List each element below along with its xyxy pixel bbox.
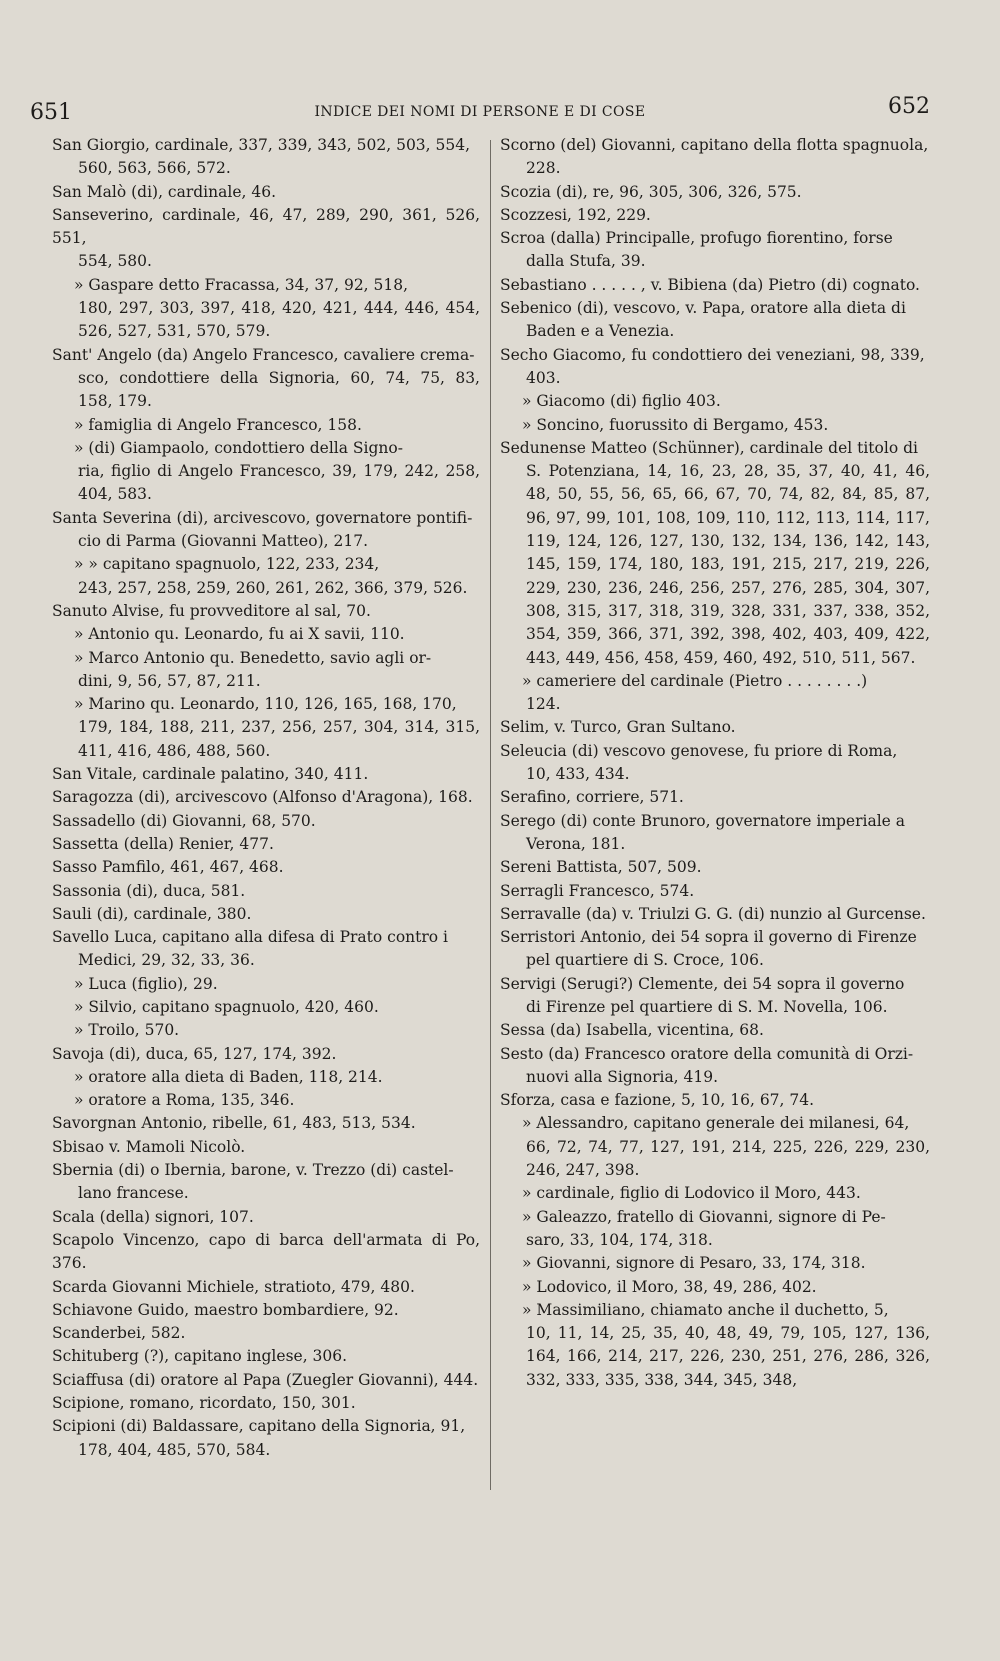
entry-heading: Scarda Giovanni Michiele, stratioto, 479, 480.	[52, 1277, 415, 1296]
entry-continuation: 10, 11, 14, 25, 35, 40, 48, 49, 79, 105, 127, 136, 164, 166, 214, 217, 226, 230, 251, 276, 286, 326, 332, 333, 335, 338, 344, 345, 348,	[526, 1324, 930, 1389]
index-entry	[500, 1206, 930, 1253]
index-entry	[52, 204, 480, 274]
index-entry	[52, 763, 480, 786]
entry-continuation: saro, 33, 104, 174, 318.	[526, 1230, 713, 1249]
entry-heading: Scanderbei, 582.	[52, 1324, 186, 1343]
index-entry	[52, 1019, 480, 1042]
index-entry	[52, 1229, 480, 1276]
index-entry	[500, 390, 930, 413]
entry-heading: » Antonio qu. Leonardo, fu ai X savii, 110.	[74, 625, 405, 644]
entry-heading: Scipioni (di) Baldassare, capitano della Signoria, 91,	[52, 1417, 466, 1436]
index-entry	[500, 856, 930, 879]
entry-heading: Sbisao v. Mamoli Nicolò.	[52, 1137, 246, 1156]
entry-heading: Sessa (da) Isabella, vicentina, 68.	[500, 1021, 764, 1040]
index-entry	[500, 1182, 930, 1205]
entry-continuation: 66, 72, 74, 77, 127, 191, 214, 225, 226, 229, 230, 246, 247, 398.	[526, 1137, 930, 1180]
entry-heading: Sassetta (della) Renier, 477.	[52, 834, 274, 853]
index-entry	[52, 973, 480, 996]
index-entry	[52, 181, 480, 204]
index-entry	[52, 926, 480, 973]
entry-heading: Sant' Angelo (da) Angelo Francesco, cavaliere crema-	[52, 345, 475, 364]
entry-heading: Santa Severina (di), arcivescovo, governatore pontifi-	[52, 508, 473, 527]
entry-heading: Serristori Antonio, dei 54 sopra il governo di Firenze	[500, 928, 917, 947]
entry-heading: » Silvio, capitano spagnuolo, 420, 460.	[74, 997, 379, 1016]
entry-heading: Serego (di) conte Brunoro, governatore imperiale a	[500, 811, 906, 830]
index-entry	[500, 204, 930, 227]
index-entry	[500, 181, 930, 204]
page-number-right: 652	[888, 94, 930, 119]
entry-continuation: 554, 580.	[78, 252, 152, 271]
index-entry	[500, 437, 930, 670]
entry-heading: Schiavone Guido, maestro bombardiere, 92.	[52, 1300, 399, 1319]
entry-heading: Scozzesi, 192, 229.	[500, 205, 651, 224]
entry-continuation: nuovi alla Signoria, 419.	[526, 1067, 719, 1086]
entry-continuation: lano francese.	[78, 1184, 189, 1203]
index-entry	[500, 740, 930, 787]
entry-heading: » Giacomo (di) figlio 403.	[522, 392, 721, 411]
index-entry	[500, 1043, 930, 1090]
entry-continuation: sco, condottiere della Signoria, 60, 74, 75, 83, 158, 179.	[78, 368, 480, 411]
entry-heading: Sciaffusa (di) oratore al Papa (Zuegler Giovanni), 444.	[52, 1370, 479, 1389]
entry-heading: Sanuto Alvise, fu provveditore al sal, 70.	[52, 601, 371, 620]
index-entry	[52, 1322, 480, 1345]
index-entry	[52, 507, 480, 554]
index-entry	[52, 810, 480, 833]
entry-heading: » Massimiliano, chiamato anche il duchetto, 5,	[522, 1300, 889, 1319]
entry-heading: San Vitale, cardinale palatino, 340, 411.	[52, 765, 369, 784]
index-entry	[52, 344, 480, 414]
column-divider	[490, 140, 491, 1490]
index-entry	[500, 414, 930, 437]
index-entry	[52, 880, 480, 903]
index-entry	[500, 1299, 930, 1392]
entry-continuation: Verona, 181.	[526, 834, 626, 853]
index-entry	[52, 1415, 480, 1462]
entry-heading: Sanseverino, cardinale, 46, 47, 289, 290, 361, 526, 551,	[52, 205, 480, 248]
entry-continuation: Baden e a Venezia.	[526, 322, 675, 341]
running-title: INDICE DEI NOMI DI PERSONE E DI COSE	[314, 104, 646, 120]
index-entry	[500, 1089, 930, 1112]
index-entry	[52, 623, 480, 646]
index-entry	[52, 1392, 480, 1415]
entry-continuation: 243, 257, 258, 259, 260, 261, 262, 366, 379, 526.	[78, 578, 468, 597]
index-entry	[500, 134, 930, 181]
index-entry	[52, 414, 480, 437]
index-entry	[52, 833, 480, 856]
entry-heading: Sbernia (di) o Ibernia, barone, v. Trezzo (di) castel-	[52, 1161, 454, 1180]
entry-heading: » Marco Antonio qu. Benedetto, savio agli or-	[74, 648, 432, 667]
entry-heading: Sassonia (di), duca, 581.	[52, 881, 246, 900]
index-entry	[52, 1206, 480, 1229]
index-column-right	[500, 134, 930, 1392]
entry-heading: Scroa (dalla) Principalle, profugo fiorentino, forse	[500, 229, 893, 248]
entry-heading: Sasso Pamfilo, 461, 467, 468.	[52, 858, 284, 877]
entry-continuation: 178, 404, 485, 570, 584.	[78, 1440, 271, 1459]
index-entry	[52, 856, 480, 879]
entry-heading: Selim, v. Turco, Gran Sultano.	[500, 718, 736, 737]
entry-continuation: 124.	[526, 695, 561, 714]
entry-heading: Sebenico (di), vescovo, v. Papa, oratore alla dieta di	[500, 299, 906, 318]
entry-continuation: 560, 563, 566, 572.	[78, 159, 231, 178]
entry-continuation: di Firenze pel quartiere di S. M. Novella, 106.	[526, 997, 888, 1016]
entry-continuation: dini, 9, 56, 57, 87, 211.	[78, 671, 261, 690]
index-entry	[52, 600, 480, 623]
entry-heading: Serafino, corriere, 571.	[500, 788, 684, 807]
entry-heading: Sedunense Matteo (Schünner), cardinale del titolo di	[500, 438, 918, 457]
entry-continuation: dalla Stufa, 39.	[526, 252, 646, 271]
index-entry	[52, 647, 480, 694]
entry-heading: » oratore alla dieta di Baden, 118, 214.	[74, 1067, 383, 1086]
entry-heading: Sauli (di), cardinale, 380.	[52, 904, 252, 923]
index-entry	[52, 1066, 480, 1089]
entry-continuation: pel quartiere di S. Croce, 106.	[526, 951, 764, 970]
entry-continuation: 180, 297, 303, 397, 418, 420, 421, 444, 446, 454, 526, 527, 531, 570, 579.	[78, 299, 480, 341]
entry-heading: San Giorgio, cardinale, 337, 339, 343, 502, 503, 554,	[52, 136, 471, 154]
entry-heading: » famiglia di Angelo Francesco, 158.	[74, 415, 362, 434]
entry-heading: San Malò (di), cardinale, 46.	[52, 182, 276, 201]
index-entry	[500, 670, 930, 717]
entry-heading: » oratore a Roma, 135, 346.	[74, 1091, 295, 1110]
index-entry	[52, 1345, 480, 1368]
index-entry	[52, 1136, 480, 1159]
entry-heading: Seleucia (di) vescovo genovese, fu priore di Roma,	[500, 741, 898, 760]
index-entry	[500, 880, 930, 903]
index-entry	[52, 786, 480, 809]
index-entry	[52, 1043, 480, 1066]
entry-heading: Savello Luca, capitano alla difesa di Prato contro i	[52, 928, 448, 947]
index-entry	[500, 716, 930, 739]
index-entry	[500, 1112, 930, 1182]
index-entry	[500, 810, 930, 857]
entry-heading: Savoja (di), duca, 65, 127, 174, 392.	[52, 1044, 337, 1063]
entry-heading: » Luca (figlio), 29.	[74, 974, 218, 993]
entry-heading: » Marino qu. Leonardo, 110, 126, 165, 168, 170,	[74, 695, 457, 714]
entry-heading: » cameriere del cardinale (Pietro . . . . . . . .)	[522, 671, 868, 690]
entry-heading: » Giovanni, signore di Pesaro, 33, 174, 318.	[522, 1254, 866, 1273]
entry-heading: » (di) Giampaolo, condottiero della Signo-	[74, 438, 403, 457]
entry-heading: » » capitano spagnuolo, 122, 233, 234,	[74, 555, 380, 574]
index-entry	[52, 437, 480, 507]
entry-heading: Scapolo Vincenzo, capo di barca dell'armata di Po, 376.	[52, 1230, 480, 1273]
entry-heading: Scipione, romano, ricordato, 150, 301.	[52, 1394, 356, 1413]
index-entry	[500, 344, 930, 391]
entry-heading: Serragli Francesco, 574.	[500, 881, 695, 900]
entry-continuation: 403.	[526, 368, 561, 387]
entry-heading: Schituberg (?), capitano inglese, 306.	[52, 1347, 348, 1366]
entry-heading: Servigi (Serugi?) Clemente, dei 54 sopra il governo	[500, 974, 905, 993]
entry-continuation: 10, 433, 434.	[526, 765, 630, 784]
entry-heading: Savorgnan Antonio, ribelle, 61, 483, 513, 534.	[52, 1114, 416, 1133]
entry-heading: Saragozza (di), arcivescovo (Alfonso d'Aragona), 168.	[52, 788, 473, 807]
index-entry	[500, 973, 930, 1020]
entry-heading: » Lodovico, il Moro, 38, 49, 286, 402.	[522, 1277, 817, 1296]
entry-heading: Scorno (del) Giovanni, capitano della flotta spagnuola,	[500, 136, 929, 154]
entry-heading: Sereni Battista, 507, 509.	[500, 858, 702, 877]
entry-continuation: cio di Parma (Giovanni Matteo), 217.	[78, 532, 369, 551]
index-entry	[500, 274, 930, 297]
index-entry	[52, 1159, 480, 1206]
entry-heading: » Galeazzo, fratello di Giovanni, signore di Pe-	[522, 1207, 886, 1226]
entry-continuation: 179, 184, 188, 211, 237, 256, 257, 304, 314, 315, 411, 416, 486, 488, 560.	[78, 718, 480, 760]
entry-heading: » Alessandro, capitano generale dei milanesi, 64,	[522, 1114, 910, 1133]
index-entry	[500, 1276, 930, 1299]
index-entry	[500, 926, 930, 973]
index-entry	[52, 553, 480, 600]
entry-heading: Sesto (da) Francesco oratore della comunità di Orzi-	[500, 1044, 914, 1063]
entry-heading: » Soncino, fuorussito di Bergamo, 453.	[522, 415, 829, 434]
index-entry	[52, 996, 480, 1019]
index-entry	[500, 903, 930, 926]
page-header	[30, 94, 930, 134]
index-entry	[500, 1019, 930, 1042]
entry-heading: » Troilo, 570.	[74, 1021, 180, 1040]
entry-continuation: S. Potenziana, 14, 16, 23, 28, 35, 37, 40, 41, 46, 48, 50, 55, 56, 65, 66, 67, 70, 74, 82, 84, 85, 87, 96, 97, 99, 101, 108, 109, 110, 112, 113, 114, 117, 119, 124, 126, 127, 130, 132, 134, 136, 142, 143, 145, 159, 174, 180, 183, 191, 215, 217, 219, 226, 229, 230, 236, 246, 256, 257, 276, 285, 304, 307, 308, 315, 317, 318, 319, 328, 331, 337, 338, 352, 354, 359, 366, 371, 392, 398, 402, 403, 409, 422, 443, 449, 456, 458, 459, 460, 492, 510, 511, 567.	[526, 462, 930, 667]
page-number-left: 651	[30, 100, 72, 125]
index-entry	[500, 297, 930, 344]
entry-heading: Sforza, casa e fazione, 5, 10, 16, 67, 74.	[500, 1091, 815, 1110]
entry-heading: Sassadello (di) Giovanni, 68, 570.	[52, 811, 316, 830]
index-entry	[52, 1112, 480, 1135]
entry-continuation: Medici, 29, 32, 33, 36.	[78, 951, 255, 970]
index-entry	[52, 1299, 480, 1322]
entry-heading: Secho Giacomo, fu condottiero dei veneziani, 98, 339,	[500, 345, 925, 364]
entry-heading: Serravalle (da) v. Triulzi G. G. (di) nunzio al Gurcense.	[500, 904, 926, 923]
entry-heading: Sebastiano . . . . . , v. Bibiena (da) Pietro (di) cognato.	[500, 275, 920, 294]
index-entry	[500, 786, 930, 809]
index-entry	[52, 134, 480, 181]
entry-heading: Scala (della) signori, 107.	[52, 1207, 254, 1226]
entry-continuation: 228.	[526, 159, 561, 178]
entry-heading: » cardinale, figlio di Lodovico il Moro, 443.	[522, 1184, 861, 1203]
entry-heading: Scozia (di), re, 96, 305, 306, 326, 575.	[500, 182, 802, 201]
index-entry	[52, 693, 480, 763]
index-entry	[500, 227, 930, 274]
index-entry	[52, 1089, 480, 1112]
entry-heading: » Gaspare detto Fracassa, 34, 37, 92, 518,	[74, 275, 409, 294]
index-entry	[500, 1252, 930, 1275]
entry-continuation: ria, figlio di Angelo Francesco, 39, 179, 242, 258, 404, 583.	[78, 462, 480, 504]
index-entry	[52, 1369, 480, 1392]
index-entry	[52, 274, 480, 344]
index-entry	[52, 1276, 480, 1299]
index-column-left	[52, 134, 480, 1462]
index-entry	[52, 903, 480, 926]
